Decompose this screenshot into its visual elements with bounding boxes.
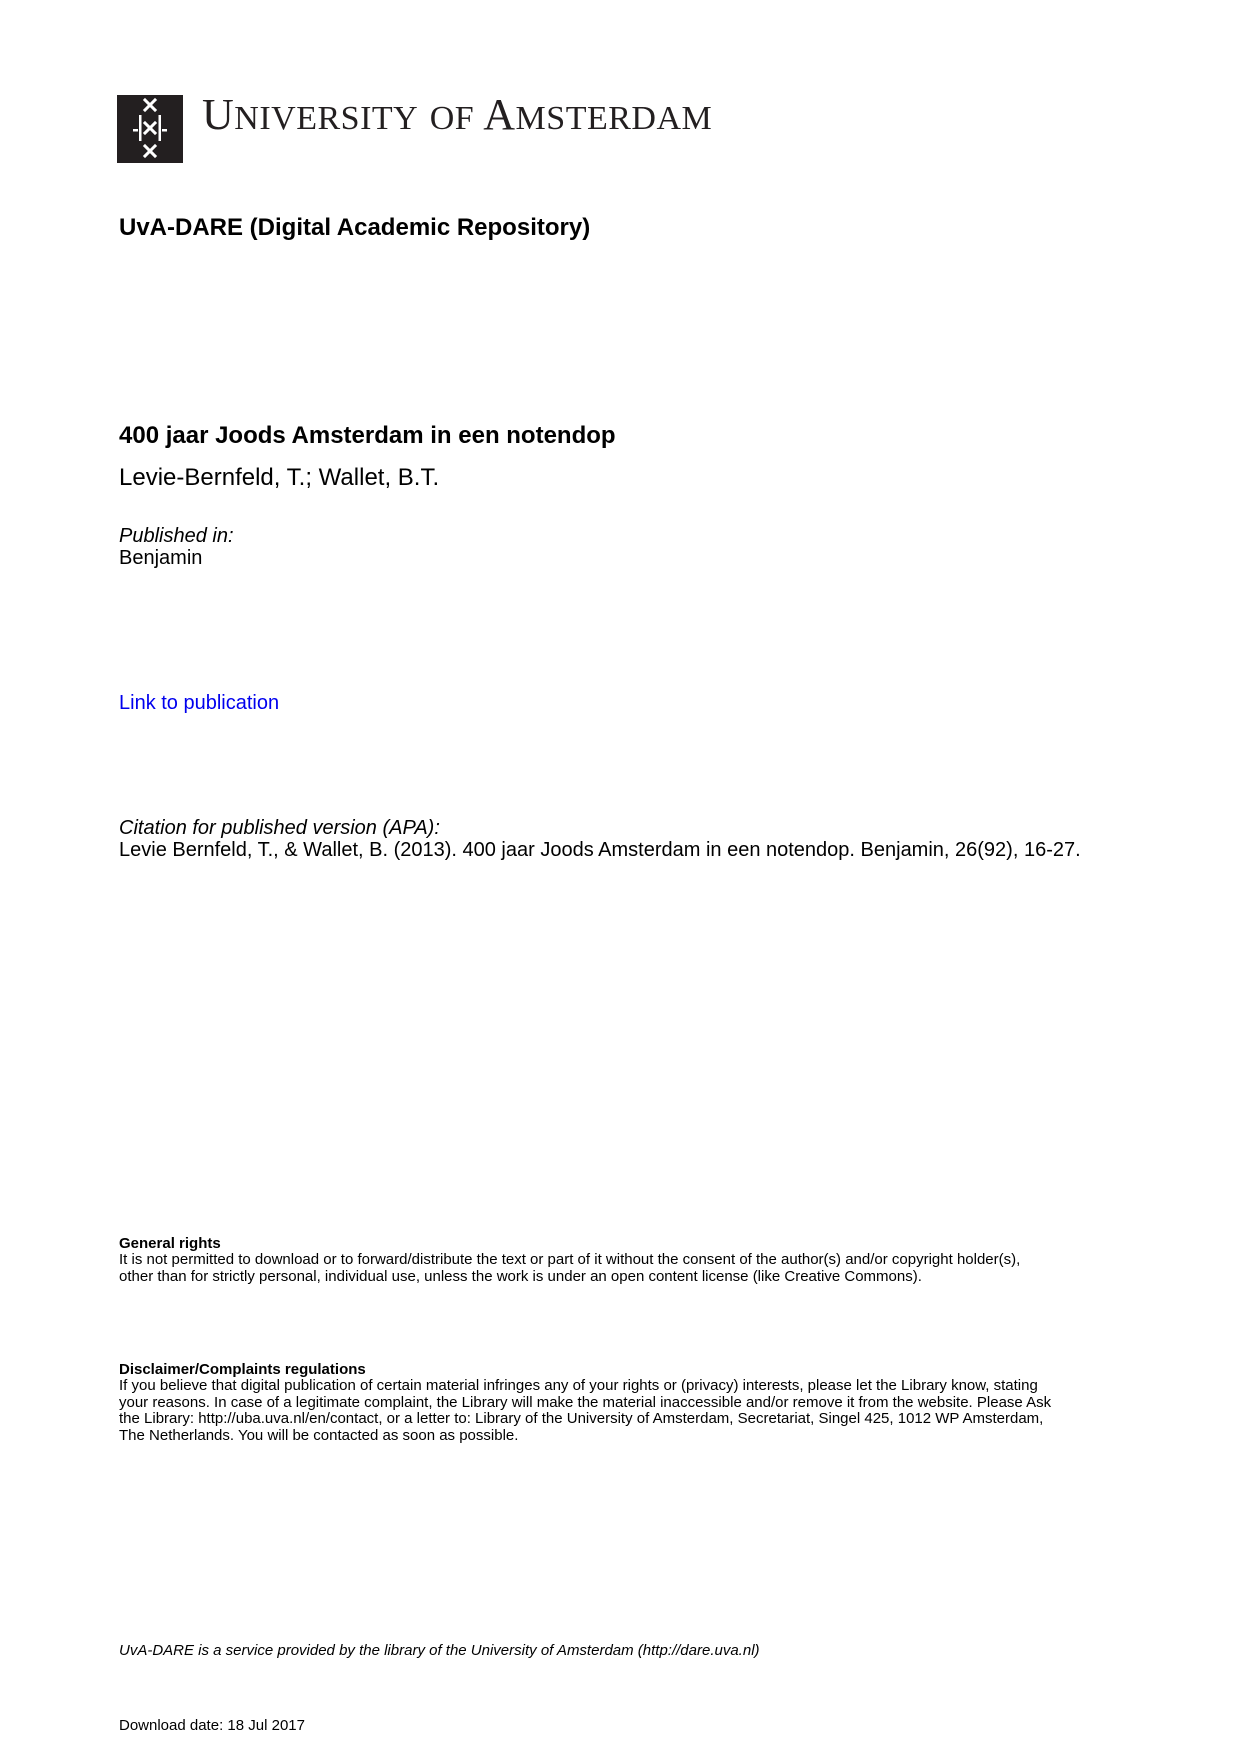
published-in-label: Published in: xyxy=(119,525,234,547)
disclaimer-body xyxy=(119,1378,1169,1444)
published-in-value: Benjamin xyxy=(119,547,203,569)
repository-title: UvA-DARE (Digital Academic Repository) xyxy=(119,214,591,241)
university-wordmark: UNIVERSITY OF AMSTERDAM xyxy=(202,90,713,139)
download-date: Download date: 18 Jul 2017 xyxy=(119,1717,305,1734)
disclaimer-line: your reasons. In case of a legitimate complaint, the Library will make the material inaccessible and/or remove it from the website. Please Ask xyxy=(119,1393,1052,1411)
general-rights-line: other than for strictly personal, individual use, unless the work is under an open content license (like Creative Commons). xyxy=(119,1267,922,1285)
general-rights-heading: General rights xyxy=(119,1235,221,1252)
citation-value: Levie Bernfeld, T., & Wallet, B. (2013). 400 jaar Joods Amsterdam in een notendop. Benjamin, 26(92), 16-27. xyxy=(119,839,1081,861)
service-note: UvA-DARE is a service provided by the library of the University of Amsterdam (http://dare.uva.nl) xyxy=(119,1642,760,1659)
general-rights-body xyxy=(119,1252,1169,1285)
general-rights-line: It is not permitted to download or to forward/distribute the text or part of it without the consent of the author(s) and/or copyright holder(s), xyxy=(119,1251,1021,1268)
disclaimer-line: the Library: http://uba.uva.nl/en/contact, or a letter to: Library of the University of Amsterdam, Secretariat, Singel 425, 1012 WP Amsterdam, xyxy=(119,1410,1044,1427)
disclaimer-line: If you believe that digital publication of certain material infringes any of your rights or (privacy) interests, please let the Library know, stating xyxy=(119,1377,1038,1394)
publication-authors: Levie-Bernfeld, T.; Wallet, B.T. xyxy=(119,464,440,491)
link-to-publication[interactable]: Link to publication xyxy=(119,692,280,714)
uva-shield-icon xyxy=(117,95,183,163)
disclaimer-heading: Disclaimer/Complaints regulations xyxy=(119,1361,366,1378)
publication-title: 400 jaar Joods Amsterdam in een notendop xyxy=(119,422,616,449)
disclaimer-line: The Netherlands. You will be contacted as soon as possible. xyxy=(119,1426,519,1444)
citation-label: Citation for published version (APA): xyxy=(119,817,440,839)
